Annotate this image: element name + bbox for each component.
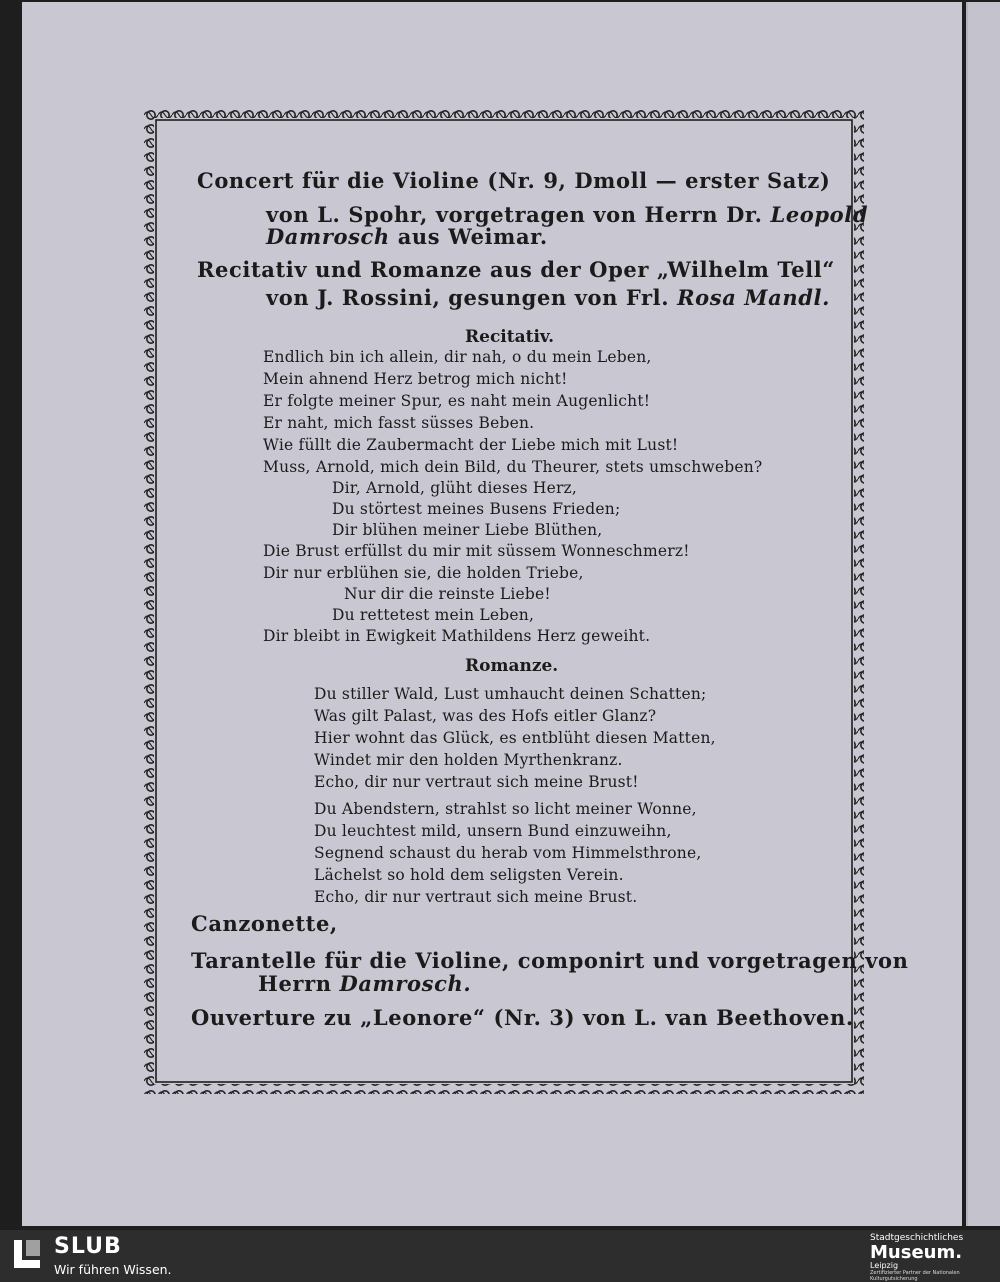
romanze-line: Lächelst so hold dem seligsten Verein. (314, 866, 624, 884)
recitativ-line: Er naht, mich fasst süsses Beben. (263, 414, 535, 432)
item4-line2 (258, 971, 471, 996)
recitativ-line: Du störtest meines Busens Frieden; (332, 500, 621, 518)
item4-performer: Damrosch. (339, 971, 472, 996)
item3-line1: Canzonette, (191, 911, 338, 936)
singer-name: Rosa Mandl. (677, 285, 831, 310)
slub-name[interactable]: SLUB (54, 1234, 122, 1259)
museum-name[interactable]: Museum. (870, 1242, 963, 1263)
slub-logo-icon (12, 1236, 44, 1272)
recitativ-line: Dir, Arnold, glüht dieses Herz, (332, 479, 578, 497)
romanze-line: Was gilt Palast, was des Hofs eitler Glanz? (314, 707, 657, 725)
museum-label-top: Stadtgeschichtliches (870, 1233, 964, 1243)
recitativ-line: Die Brust erfüllst du mir mit süssem Wonneschmerz! (263, 542, 690, 560)
item1-line3-text: aus Weimar. (397, 224, 548, 249)
romanze-line: Du stiller Wald, Lust umhaucht deinen Schatten; (314, 685, 707, 703)
item2-line2-text: von J. Rossini, gesungen von Frl. (266, 285, 670, 310)
item5-line1: Ouverture zu „Leonore“ (Nr. 3) von L. van Beethoven. (191, 1005, 854, 1030)
performer-firstname: Leopold (770, 202, 869, 227)
recitativ-line: Dir blühen meiner Liebe Blüthen, (332, 521, 603, 539)
item4-line2-text: Herrn (258, 971, 332, 996)
romanze-line: Du Abendstern, strahlst so licht meiner Wonne, (314, 800, 697, 818)
recitativ-line: Dir bleibt in Ewigkeit Mathildens Herz geweiht. (263, 627, 651, 645)
recitativ-line: Endlich bin ich allein, dir nah, o du mein Leben, (263, 348, 652, 366)
recitativ-line: Er folgte meiner Spur, es naht mein Augenlicht! (263, 392, 651, 410)
viewer-footer (0, 1230, 1000, 1282)
museum-city: Leipzig (870, 1261, 899, 1270)
item1-line2-text: von L. Spohr, vorgetragen von Herrn Dr. (266, 202, 763, 227)
recitativ-line: Du rettetest mein Leben, (332, 606, 535, 624)
romanze-heading: Romanze. (465, 656, 559, 676)
performer-surname: Damrosch (266, 224, 390, 249)
recitativ-line: Mein ahnend Herz betrog mich nicht! (263, 370, 568, 388)
item1-line1: Concert für die Violine (Nr. 9, Dmoll — erster Satz) (197, 168, 831, 193)
romanze-line: Du leuchtest mild, unsern Bund einzuweihn, (314, 822, 672, 840)
item4-line1: Tarantelle für die Violine, componirt und vorgetragen von (191, 948, 909, 973)
romanze-line: Hier wohnt das Glück, es entblüht diesen Matten, (314, 729, 716, 747)
romanze-line: Echo, dir nur vertraut sich meine Brust. (314, 888, 638, 906)
item1-line3 (266, 224, 548, 249)
romanze-line: Windet mir den holden Myrthenkranz. (314, 751, 623, 769)
recitativ-line: Dir nur erblühen sie, die holden Triebe, (263, 564, 584, 582)
item2-line2 (266, 285, 830, 310)
recitativ-line: Nur dir die reinste Liebe! (344, 585, 551, 603)
romanze-line: Echo, dir nur vertraut sich meine Brust! (314, 773, 639, 791)
recitativ-line: Muss, Arnold, mich dein Bild, du Theurer, stets umschweben? (263, 458, 763, 476)
museum-partner-note: Zertifizierter Partner der Nationalen Kulturgutsicherung (870, 1270, 960, 1282)
item2-line1: Recitativ und Romanze aus der Oper „Wilhelm Tell“ (197, 257, 835, 282)
slub-tagline: Wir führen Wissen. (54, 1262, 172, 1277)
romanze-line: Segnend schaust du herab vom Himmelsthrone, (314, 844, 702, 862)
recitativ-heading: Recitativ. (465, 327, 555, 347)
recitativ-line: Wie füllt die Zaubermacht der Liebe mich mit Lust! (263, 436, 679, 454)
